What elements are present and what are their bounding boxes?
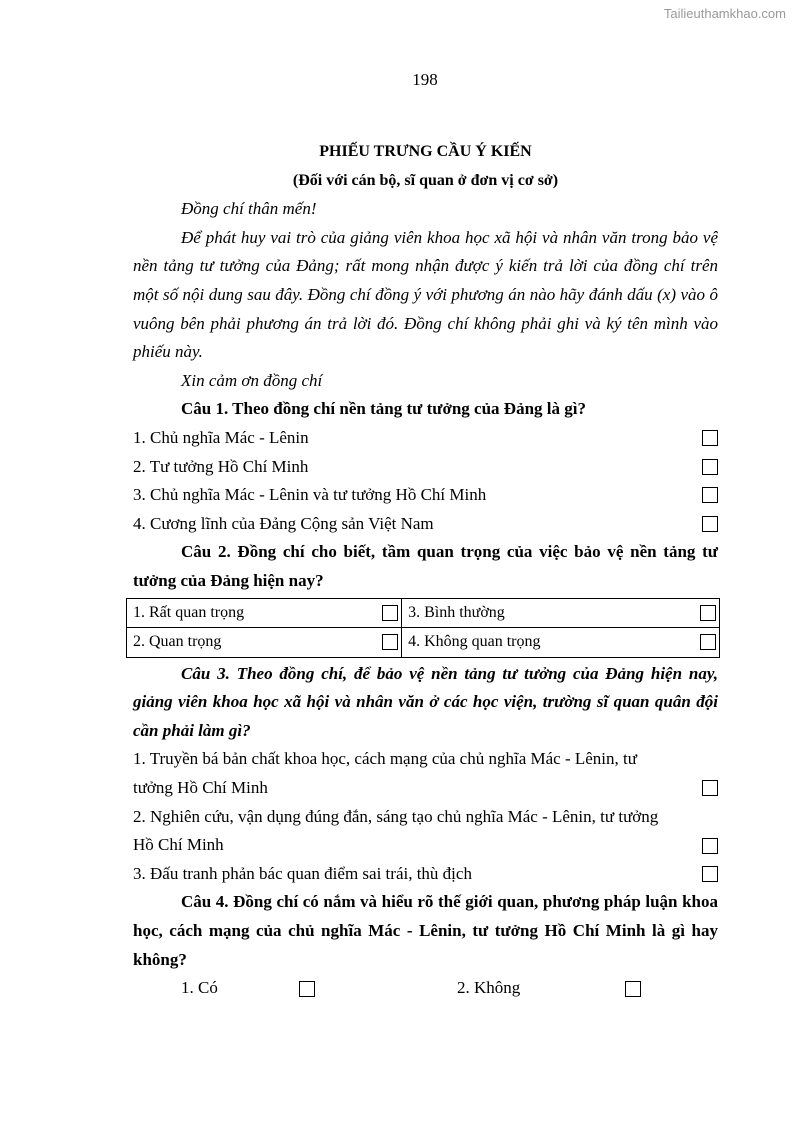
watermark: Tailieuthamkhao.com: [663, 6, 786, 21]
page-title: PHIẾU TRƯNG CẦU Ý KIẾN: [319, 143, 532, 160]
q2-option-2-label: 2. Quan trọng: [133, 633, 222, 651]
q1-option-2-checkbox[interactable]: [702, 459, 718, 475]
q3-option-2-line1: 2. Nghiên cứu, vận dụng đúng đắn, sáng tạo chủ nghĩa Mác - Lênin, tư tưởng: [133, 806, 659, 826]
q3-option-3-checkbox[interactable]: [702, 866, 718, 882]
q1-option-3-label: 3. Chủ nghĩa Mác - Lênin và tư tưởng Hồ Chí Minh: [133, 485, 487, 505]
q3-option-2-checkbox[interactable]: [702, 838, 718, 854]
q1-option-2[interactable]: [133, 453, 718, 482]
q2-option-1-label: 1. Rất quan trọng: [133, 603, 245, 621]
q4-option-1-label: 1. Có: [181, 978, 218, 998]
q2-option-4[interactable]: [402, 628, 720, 658]
q2-option-4-checkbox[interactable]: [700, 634, 716, 650]
q1-option-3[interactable]: [133, 481, 718, 510]
greeting: Đồng chí thân mến!: [181, 199, 317, 219]
q3-option-1[interactable]: [133, 774, 718, 803]
q1-option-1[interactable]: [133, 424, 718, 453]
page-subtitle: (Đối với cán bộ, sĩ quan ở đơn vị cơ sở): [292, 171, 559, 189]
page-number: 198: [412, 70, 438, 89]
q2-option-3-label: 3. Bình thường: [408, 603, 505, 621]
question-3: Câu 3. Theo đồng chí, để bảo vệ nền tảng tư tưởng của Đảng hiện nay, giảng viên khoa học xã hội và nhân văn ở các học viện, trường sĩ quan quân đội cần phải làm gì?: [133, 663, 718, 740]
question-1: Câu 1. Theo đồng chí nền tảng tư tưởng của Đảng là gì?: [181, 399, 586, 419]
q1-option-3-checkbox[interactable]: [702, 487, 718, 503]
thanks-text: Xin cảm ơn đồng chí: [181, 370, 323, 390]
q2-option-2-checkbox[interactable]: [382, 634, 398, 650]
q1-option-1-label: 1. Chủ nghĩa Mác - Lênin: [133, 427, 309, 447]
q3-option-2-line2: Hồ Chí Minh: [133, 835, 224, 855]
question-4: Câu 4. Đồng chí có nắm và hiểu rõ thế giới quan, phương pháp luận khoa học, cách mạng của chủ nghĩa Mác - Lênin, tư tưởng Hồ Chí Minh là gì hay không?: [133, 892, 718, 969]
survey-form: [133, 138, 718, 1003]
q3-option-1-checkbox[interactable]: [702, 780, 718, 796]
q3-option-1-line1: 1. Truyền bá bản chất khoa học, cách mạng của chủ nghĩa Mác - Lênin, tư: [133, 749, 637, 769]
q1-option-4[interactable]: [133, 510, 718, 539]
q2-option-3-checkbox[interactable]: [700, 605, 716, 621]
q4-option-2-label: 2. Không: [457, 978, 521, 998]
q3-option-3-label: 3. Đấu tranh phản bác quan điểm sai trái, thù địch: [133, 863, 472, 883]
q4-options: [133, 974, 718, 1003]
intro-paragraph: Để phát huy vai trò của giảng viên khoa học xã hội và nhân văn trong bảo vệ nền tảng tư tưởng của Đảng; rất mong nhận được ý kiến trả lời của đồng chí trên một số nội dung sau đây. Đồng chí đồng ý với phương án nào hãy đánh dấu (x) vào ô vuông bên phải phương án trả lời đó. Đồng chí không phải ghi và ký tên mình vào phiếu này.: [133, 227, 718, 362]
q2-option-2[interactable]: [127, 628, 402, 658]
q4-option-2-checkbox[interactable]: [625, 981, 641, 997]
q2-option-4-label: 4. Không quan trọng: [408, 633, 541, 651]
q3-option-2[interactable]: [133, 831, 718, 860]
q3-option-1-line2: tưởng Hồ Chí Minh: [133, 778, 268, 798]
q2-options-table: [126, 598, 720, 658]
q1-option-2-label: 2. Tư tưởng Hồ Chí Minh: [133, 456, 309, 476]
q1-option-4-checkbox[interactable]: [702, 516, 718, 532]
q2-option-3[interactable]: [402, 598, 720, 628]
q1-option-4-label: 4. Cương lĩnh của Đảng Cộng sản Việt Nam: [133, 513, 434, 533]
question-2: Câu 2. Đồng chí cho biết, tầm quan trọng của việc bảo vệ nền tảng tư tưởng của Đảng hiện nay?: [133, 542, 718, 590]
q3-option-3[interactable]: [133, 860, 718, 889]
q2-option-1-checkbox[interactable]: [382, 605, 398, 621]
q4-option-1-checkbox[interactable]: [299, 981, 315, 997]
q2-option-1[interactable]: [127, 598, 402, 628]
q1-option-1-checkbox[interactable]: [702, 430, 718, 446]
